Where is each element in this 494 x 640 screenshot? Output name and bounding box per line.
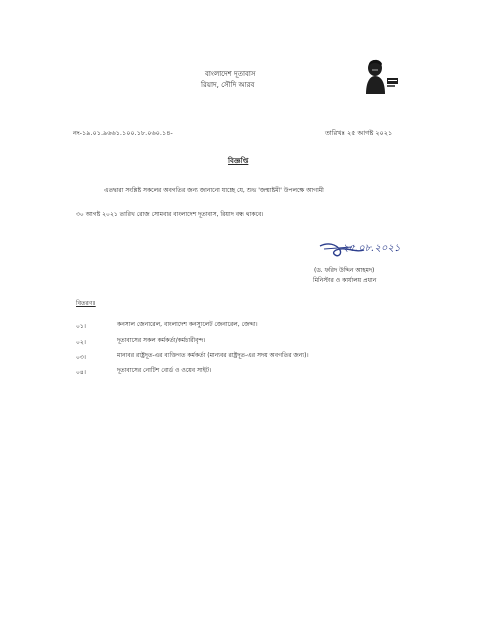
signatory-name: (ড. ফরিদ উদ্দিন আহমদ) bbox=[314, 267, 375, 274]
org-location: রিয়াদ, সৌদি আরব bbox=[201, 81, 255, 89]
body-line-1: এতদ্বারা সংশ্লিষ্ট সকলের অবগতির জন্য জানানো যাচ্ছে যে, শুভ 'জন্মাষ্টমী' উপলক্ষে আগামী bbox=[104, 187, 324, 194]
distribution-heading: বিতরণঃ bbox=[76, 300, 96, 307]
distribution-item-number: ০১। bbox=[76, 323, 86, 330]
body-line-2: ৩০ আগষ্ট ২০২১ তারিখ রোজ সোমবার বাংলাদেশ দূতাবাস, রিয়াদ বন্ধ থাকবে। bbox=[76, 211, 264, 218]
org-name: বাংলাদেশ দূতাবাস bbox=[205, 70, 256, 78]
signature-date: ২৫.০৮.২০২১ bbox=[342, 243, 401, 254]
distribution-item-text: দূতাবাসের সকল কর্মকর্তা/কর্মচারীবৃন্দ। bbox=[117, 337, 206, 344]
reference-number: নং-১৯.০১.৯৬৬১.১০০.১৮.০৬০.১৪- bbox=[73, 129, 173, 137]
distribution-item-text: মান্যবর রাষ্ট্রদূত-এর ব্যক্তিগত কর্মকর্তা (মান্যবর রাষ্ট্রদূত-এর সদয় অবগতির জন্য)। bbox=[117, 352, 309, 359]
distribution-item-number: ০৪। bbox=[76, 369, 86, 376]
distribution-item-number: ০৩। bbox=[76, 354, 86, 361]
reference-date: তারিখঃ ২৫ আগষ্ট ২০২১ bbox=[325, 129, 393, 137]
portrait-emblem-icon bbox=[360, 54, 406, 94]
notice-title: বিজ্ঞপ্তি bbox=[228, 157, 249, 165]
signatory-designation: মিনিস্টার ও কার্যালয় প্রধান bbox=[313, 277, 377, 284]
distribution-item-text: কনসাল জেনারেল, বাংলাদেশ কনস্যুলেট জেনারেল, জেদ্দা। bbox=[117, 321, 258, 328]
distribution-item-text: দূতাবাসের নোটিশ বোর্ড ও ওয়েব সাইট। bbox=[117, 367, 212, 374]
distribution-item-number: ০২। bbox=[76, 339, 86, 346]
